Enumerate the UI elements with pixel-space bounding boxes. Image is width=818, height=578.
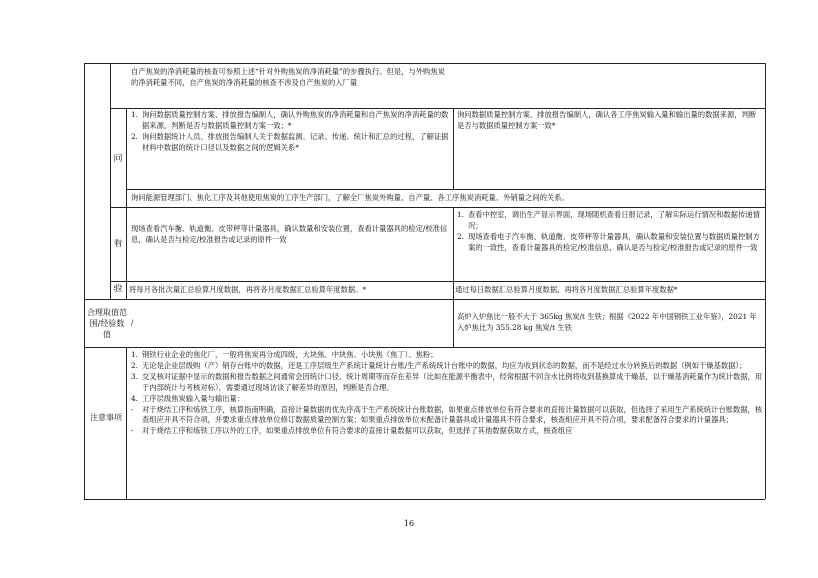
row-divider <box>126 189 765 190</box>
kan-right-list <box>457 210 762 254</box>
row-divider <box>110 281 765 282</box>
range-left-text: / <box>131 318 134 327</box>
list-item: 2. 无论是企业层级购（产）销存台账中的数据，还是工序层级生产系统计量统计台账/生产系统统计台账中的数据，均应为收到状态的数据，而不是经过水分转换后的数据（例如干燥基数据）； <box>131 360 747 370</box>
row-divider <box>84 347 765 348</box>
list-item: 4. 工序层级焦炭输入量与输出量： <box>131 393 245 403</box>
col-divider <box>126 347 127 499</box>
table-bottom-border <box>84 499 765 500</box>
top-note: 自产焦炭的净消耗量的核查可参照上述“针对外购焦炭的净消耗量”的步骤执行。但是，与外购焦炭的净消耗量不同，自产焦炭的净消耗量的核查不涉及自产焦炭的入厂量 <box>131 67 445 87</box>
list-item: 3. 交叉核对证据中显示的数据和报告数据之间通常会因统计口径、统计周期等而存在差异（比如在能源平衡表中，经常根据不同含水比例将收到基换算成干燥基，以干燥基消耗量作为统计数据，用于内部统计与考核对标），需要通过现场访谈了解差异的原因，判断是否合理。 <box>131 371 763 392</box>
table-left-border <box>84 63 85 499</box>
list-item: 1. 查看中控室，调出生产显示界面，现场随机查看日报记录，了解实际运行情况和数据传递情况； <box>457 210 760 230</box>
yan-right-text: 通过每日数据汇总验算月度数据，再将各月度数据汇总验算年度数据* <box>455 285 678 294</box>
notes-list <box>131 350 763 437</box>
wen-label: 问 <box>113 154 123 164</box>
list-item: 2. 询问数据统计人员、排放报告编制人关于数据监测、记录、传递、统计和汇总的过程，了解证据材料中数据的统计口径以及数据之间的逻辑关系* <box>131 131 449 152</box>
yan-label: 验 <box>113 284 123 294</box>
table-right-border <box>765 63 766 499</box>
page-number: 16 <box>403 519 415 528</box>
table-top-border <box>84 63 765 64</box>
list-item: - 对于烧结工序和炼铁工序以外的工序，如果重点排放单位有符合要求的直接计量数据可以获取，但选择了其他数据获取方式，核查组应 <box>131 426 573 436</box>
list-item: - 对于烧结工序和炼铁工序，核算指南明确，直接计量数据的优先序高于生产系统统计台账数据，如果重点排放单位有符合要求的直接计量数据可以获取，但选择了采用生产系统统计台账数据，核查组应开具不符合项，并要求重点排放单位修订数据质量控制方案；如果重点排放单位未配备计量器具或计量器具不符合要求，核查组应开具不符合项，要求配备符合要求的计量器具； <box>131 404 763 425</box>
list-item: 2. 现场查看电子汽车衡、轨道衡、皮带秤等计量器具，确认数量和安装位置与数据质量控制方案的一致性，查看计量器具的检定/校准信息，确认是否与检定/校准报告或记录的原件一致 <box>457 231 760 252</box>
row-divider <box>110 207 765 208</box>
wen-left-list <box>131 110 451 154</box>
row-divider <box>84 299 765 300</box>
range-right-text: 高炉入炉焦比一般不大于 365kg 焦炭/t 生铁；根据《2022 年中国钢铁工业年鉴》，2021 年入炉焦比为 355.28 kg 焦炭/t 生铁 <box>457 312 757 332</box>
kan-left-text: 现场查看汽车衡、轨道衡、皮带秤等计量器具，确认数量和安装位置，查看计量器具的检定/校准信息，确认是否与检定/校准报告或记录的原件一致 <box>131 224 448 244</box>
range-label: 合理取值范围/经验数值 <box>87 308 127 339</box>
col-divider <box>126 108 127 299</box>
list-item: 1. 钢铁行业企业的焦化厂，一般将焦炭再分成四级，大块焦、中块焦、小块焦（焦丁）、焦粉； <box>131 350 438 359</box>
row-divider <box>110 108 765 109</box>
list-item: 1. 询问数据质量控制方案、排放报告编制人，确认外购焦炭的净消耗量和自产焦炭的净消耗量的数据来源，判断是否与数据质量控制方案一致；* <box>131 110 449 130</box>
wen-right-text: 询问数据质量控制方案、排放报告编制人，确认各工序焦炭输入量和输出量的数据来源，判断是否与数据质量控制方案一致* <box>457 110 757 130</box>
notes-label: 注意事项 <box>90 413 122 422</box>
col-divider <box>110 63 111 299</box>
yan-left-text: 将每月各批次量汇总验算月度数据，再将各月度数据汇总验算年度数据。* <box>129 285 367 294</box>
col-divider <box>453 207 454 347</box>
wen-full-text: 询问能源管理部门、焦化工序及其他使用焦炭的工序生产部门，了解全厂焦炭外购量、自产量、各工序焦炭消耗量、外销量之间的关系。 <box>131 193 569 202</box>
col-divider <box>453 108 454 189</box>
kan-label: 看 <box>113 239 123 249</box>
